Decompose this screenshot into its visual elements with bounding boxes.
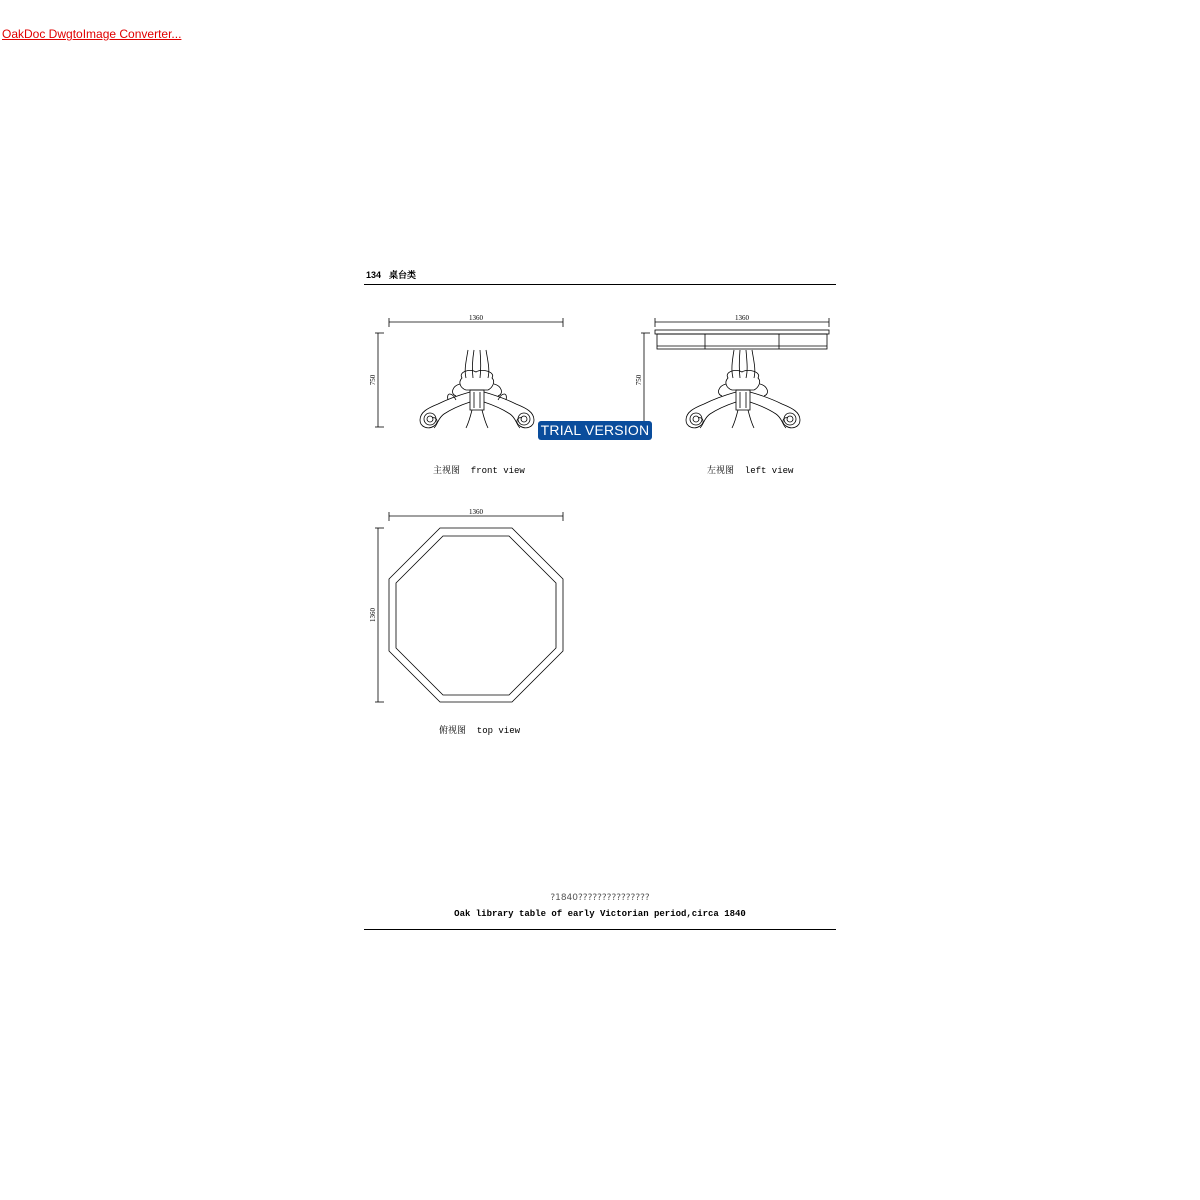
front-view-caption: 主视图 front view	[433, 466, 525, 476]
converter-link[interactable]: OakDoc DwgtoImage Converter...	[2, 27, 182, 41]
left-height-dimension	[635, 333, 650, 427]
top-width-dimension	[389, 508, 563, 521]
top-octagon-outer	[389, 528, 563, 702]
front-height-dimension	[369, 333, 384, 427]
footer-english-title: Oak library table of early Victorian period,circa 1840	[454, 909, 746, 919]
left-view-caption: 左视图 left view	[707, 466, 794, 476]
left-width-dimension	[655, 314, 829, 327]
front-right-leg	[484, 392, 534, 428]
trial-watermark: TRIAL VERSION	[538, 421, 652, 440]
top-depth-dimension	[369, 528, 384, 702]
left-tabletop	[655, 330, 829, 334]
left-apron	[657, 334, 827, 349]
front-column-mid-left	[472, 350, 474, 378]
top-view-drawing	[369, 508, 563, 702]
front-pedestal-block	[470, 390, 484, 410]
left-view-left-leg	[686, 392, 736, 428]
left-width-label: 1360	[735, 314, 749, 322]
left-view-drawing	[635, 314, 829, 428]
left-view-right-leg	[750, 392, 800, 428]
page-number: 134	[366, 270, 382, 280]
front-height-label: 750	[369, 374, 377, 386]
front-width-dimension	[389, 314, 563, 327]
front-column-mid-right	[480, 350, 481, 378]
chapter-title: 桌台类	[389, 270, 417, 280]
top-view-caption: 俯视图 top view	[439, 726, 521, 736]
footer-rule	[364, 929, 836, 930]
front-column-right	[486, 350, 489, 378]
left-height-label: 750	[635, 374, 643, 386]
front-width-label: 1360	[469, 314, 483, 322]
top-octagon-inner	[396, 536, 556, 695]
front-column-left	[465, 350, 468, 378]
footer-chinese-title: ?1840???????????????	[550, 893, 650, 903]
front-left-leg	[420, 392, 470, 428]
top-depth-label: 1360	[369, 608, 377, 622]
front-view-drawing	[369, 314, 563, 428]
left-pedestal-block	[736, 390, 750, 410]
top-width-label: 1360	[469, 508, 483, 516]
